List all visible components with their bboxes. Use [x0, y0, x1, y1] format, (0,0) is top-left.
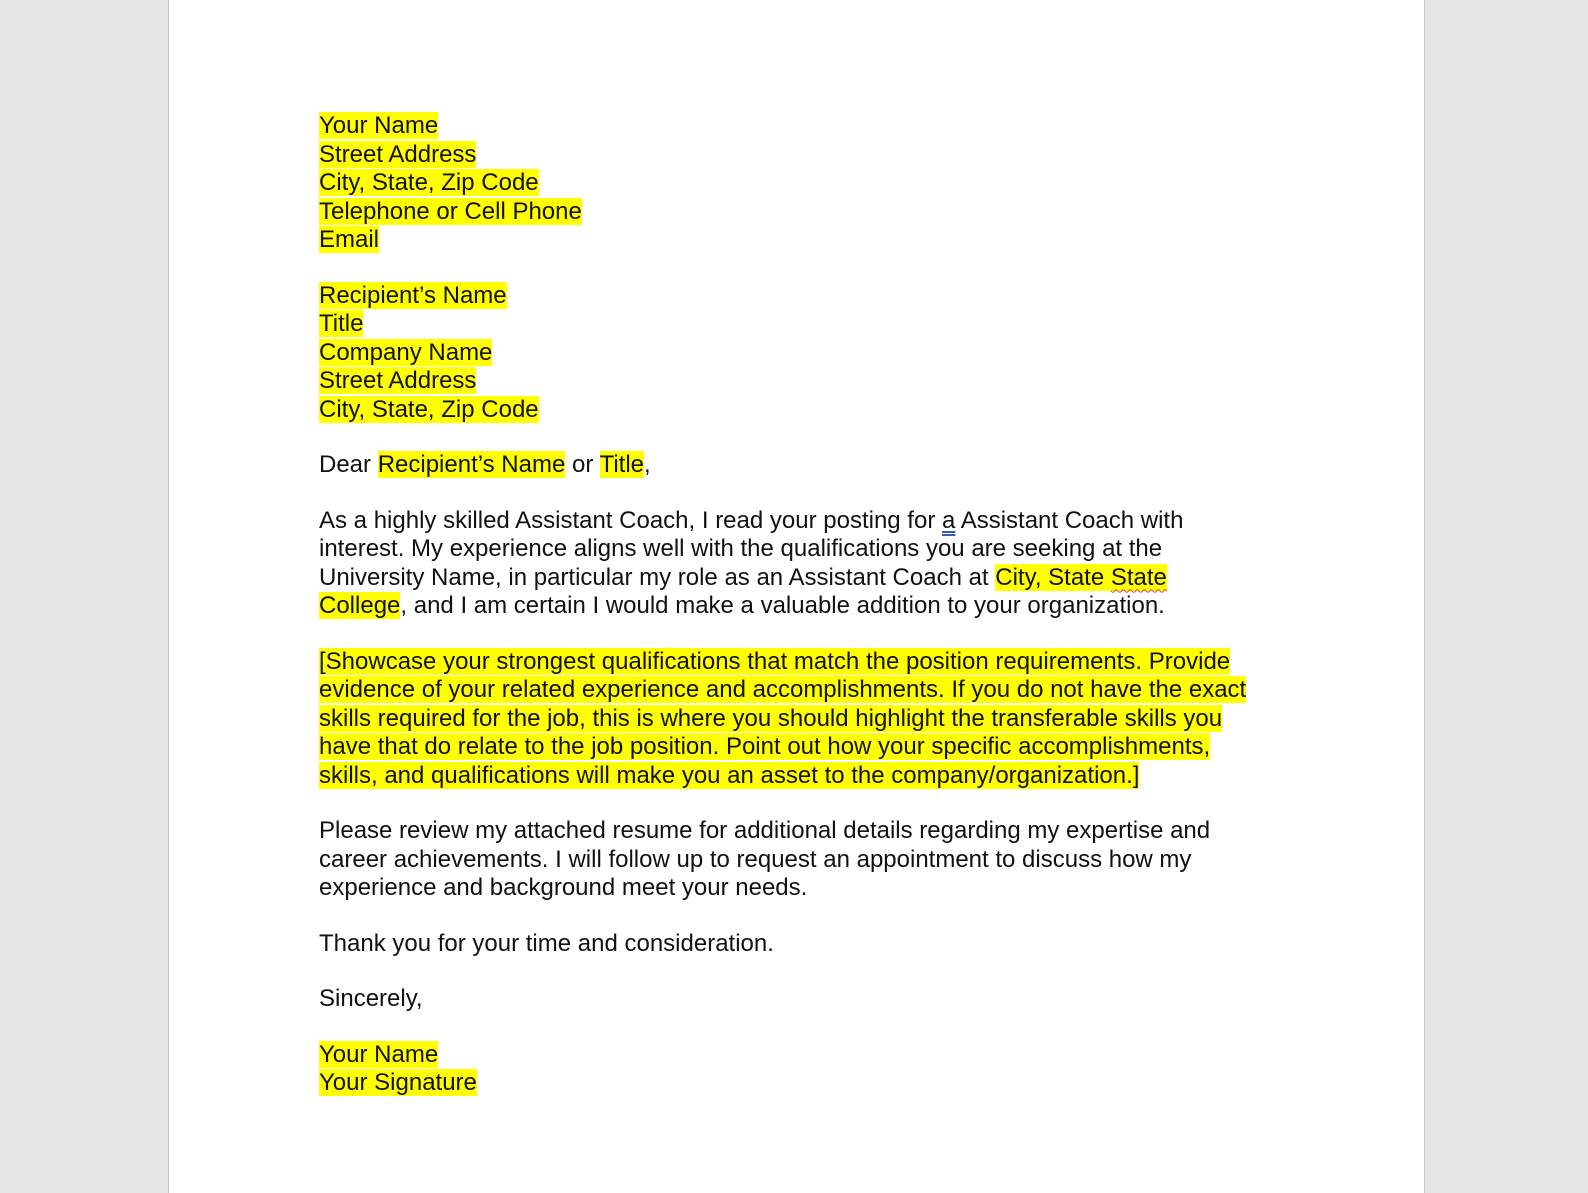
salutation-comma: ,	[644, 451, 651, 478]
sender-city: City, State, Zip Code	[319, 169, 539, 196]
sender-phone: Telephone or Cell Phone	[319, 197, 582, 225]
thanks-paragraph	[319, 930, 1289, 959]
signature-block	[319, 1041, 1289, 1098]
college-placeholder	[995, 564, 1167, 591]
recipient-city: City, State, Zip Code	[319, 395, 539, 423]
spelling-flag-state[interactable]: State	[1110, 563, 1167, 591]
intro-text: University Name, in particular my role as an Assistant Coach at	[319, 563, 996, 591]
closing-paragraph	[319, 817, 1289, 903]
closing-line: career achievements. I will follow up to request an appointment to discuss how my	[319, 845, 1192, 873]
intro-text: , and I am certain I would make a valuable addition to your organization.	[400, 592, 1165, 619]
letter-body[interactable]	[319, 112, 1289, 1125]
grammar-flag-a[interactable]: a	[941, 506, 956, 534]
intro-text: Assistant Coach with	[955, 506, 1184, 534]
salutation-or: or	[565, 451, 600, 478]
sender-block	[319, 112, 1289, 255]
signature-sig: Your Signature	[319, 1069, 477, 1096]
showcase-line: [Showcase your strongest qualifications that match the position requirements. Provide	[319, 647, 1231, 675]
salutation-title: Title	[599, 451, 645, 478]
showcase-line: have that do relate to the job position. Point out how your specific accomplishments,	[319, 733, 1211, 760]
signature-name: Your Name	[319, 1040, 439, 1068]
sender-street: Street Address	[319, 140, 477, 168]
sender-name: Your Name	[319, 112, 439, 139]
recipient-title: Title	[319, 310, 364, 337]
showcase-paragraph	[319, 648, 1289, 791]
salutation-name: Recipient’s Name	[377, 451, 566, 478]
signoff	[319, 985, 1289, 1014]
college-placeholder-cont: College	[319, 592, 401, 619]
sender-email: Email	[319, 226, 380, 253]
college-city-state: City, State	[995, 563, 1111, 591]
document-page	[168, 0, 1425, 1193]
intro-text: As a highly skilled Assistant Coach, I read your posting for	[319, 506, 942, 534]
showcase-line: evidence of your related experience and accomplishments. If you do not have the exact	[319, 676, 1247, 703]
salutation-dear: Dear	[319, 451, 378, 478]
closing-line: Please review my attached resume for additional details regarding my expertise and	[319, 817, 1211, 844]
closing-line: experience and background meet your needs.	[319, 874, 808, 901]
recipient-company: Company Name	[319, 338, 493, 366]
intro-paragraph	[319, 507, 1289, 621]
recipient-name: Recipient’s Name	[319, 281, 507, 309]
recipient-street: Street Address	[319, 367, 477, 394]
salutation	[319, 451, 1289, 480]
intro-text: interest. My experience aligns well with the qualifications you are seeking at the	[319, 535, 1163, 562]
thanks-text: Thank you for your time and consideration.	[319, 929, 774, 957]
signoff-text: Sincerely,	[319, 985, 423, 1012]
recipient-block	[319, 282, 1289, 425]
showcase-line: skills, and qualifications will make you an asset to the company/organization.]	[319, 761, 1140, 789]
showcase-line: skills required for the job, this is where you should highlight the transferable skills you	[319, 704, 1223, 732]
